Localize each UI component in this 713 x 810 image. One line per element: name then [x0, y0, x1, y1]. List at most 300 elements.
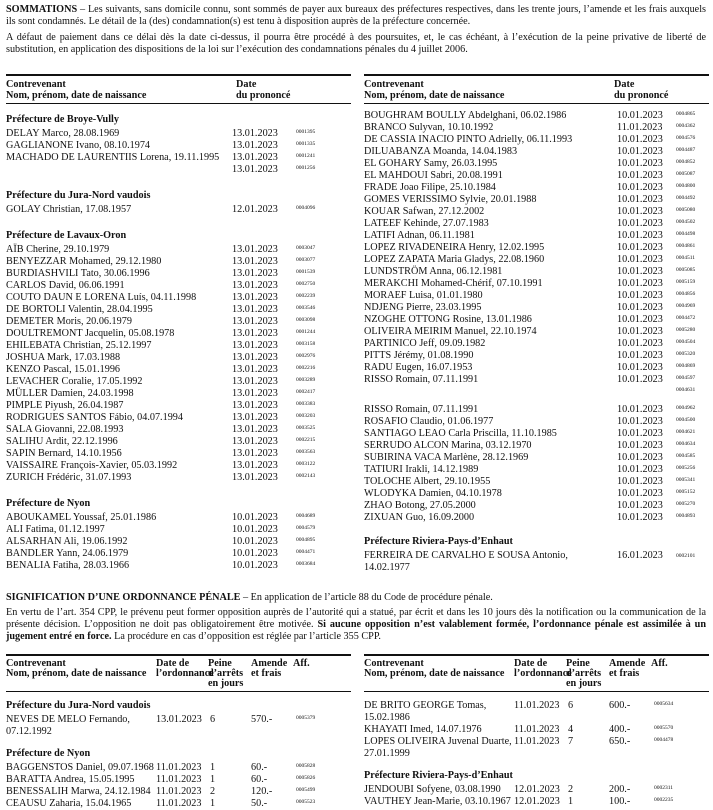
table-row: [364, 350, 709, 362]
row-ref: 0004856: [676, 291, 696, 297]
row-ref: 0004634: [676, 441, 696, 447]
row-date: 13.01.2023: [232, 316, 278, 327]
row-amount: 650.-: [609, 736, 631, 747]
header-jours: en jours: [208, 678, 244, 689]
header-nom: Nom, prénom, date de naissance: [6, 668, 147, 679]
table-row: [364, 700, 709, 724]
row-date: 10.01.2023: [617, 254, 663, 265]
row-ref: 0003289: [296, 377, 316, 383]
row-name: SAPIN Bernard, 14.10.1956: [6, 448, 122, 459]
row-ref: 0003546: [296, 305, 316, 311]
row-ref: 0005826: [296, 775, 316, 781]
row-name: BANDLER Yann, 24.06.1979: [6, 548, 129, 559]
row-ref: 0003563: [296, 449, 316, 455]
row-name: DOULTREMONT Jacquelin, 05.08.1978: [6, 328, 175, 339]
sommations-paragraph: [6, 4, 706, 28]
row-days: 7: [568, 736, 574, 747]
row-ref: 0004631: [676, 387, 696, 393]
row-date: 10.01.2023: [617, 440, 663, 451]
header-amende: Amende: [251, 658, 288, 669]
row-ref: 0005087: [676, 171, 696, 177]
table-row: [364, 254, 709, 266]
row-date: 10.01.2023: [617, 374, 663, 385]
row-ref: 0005341: [676, 477, 696, 483]
ordonnance-heading: [6, 592, 706, 604]
ordonnance-text-b: Si aucune opposition n’est valablement formée, l’ordonnance pénale est assimilée à un jugement entré en force.: [6, 619, 706, 642]
prefecture-heading: Préfecture de Nyon: [6, 748, 91, 759]
row-date: 10.01.2023: [617, 314, 663, 325]
table-row: [364, 218, 709, 230]
row-name: BAGGENSTOS Daniel, 09.07.1968: [6, 762, 154, 773]
row-date: 13.01.2023: [232, 152, 278, 163]
table-row: [6, 204, 351, 216]
table-row: [364, 550, 709, 574]
row-date: 12.01.2023: [232, 204, 278, 215]
table-row: [364, 362, 709, 374]
row-ref: 0002101: [676, 553, 696, 559]
row-date: 10.01.2023: [617, 512, 663, 523]
row-date: 10.01.2023: [617, 266, 663, 277]
row-name: SALIHU Ardit, 22.12.1996: [6, 436, 118, 447]
row-date: 10.01.2023: [617, 362, 663, 373]
row-ref: 0003383: [296, 401, 316, 407]
row-ref: 0004869: [676, 363, 696, 369]
row-date: 13.01.2023: [232, 140, 278, 151]
ordonnance-right-body: [364, 700, 709, 760]
row-name: DEMETER Moris, 20.06.1979: [6, 316, 132, 327]
table-row: [364, 230, 709, 242]
prefecture-heading: Préfecture Riviera-Pays-d’Enhaut: [364, 536, 513, 547]
table-row: [364, 464, 709, 476]
row-ref: 0003098: [296, 317, 316, 323]
row-date: 13.01.2023: [232, 364, 278, 375]
row-ref: 0004689: [296, 513, 316, 519]
table-row: [364, 736, 709, 760]
row-date: 10.01.2023: [617, 206, 663, 217]
row-ref: 0002311: [654, 785, 674, 791]
sommations-paragraph-2: A défaut de paiement dans ce délai dès la date ci-dessus, il pourra être procédé à des poursuites, et, le cas échéant, à l’exécution de la peine privative de liberté de substitution, en application des dispositions de la loi sur l’exécution des condamnations pénales du 4 juillet 2006.: [6, 32, 706, 55]
table-row: [364, 386, 709, 404]
table-row: [6, 714, 351, 738]
table-row: [364, 440, 709, 452]
row-ref: 0005634: [654, 701, 674, 707]
row-name: FERREIRA DE CARVALHO E SOUSA Antonio,: [364, 550, 568, 561]
table-row: [364, 796, 709, 808]
row-name: PIMPLE Piyush, 26.04.1987: [6, 400, 124, 411]
row-date: 13.01.2023: [232, 376, 278, 387]
row-name: EHILEBATA Christian, 25.12.1997: [6, 340, 152, 351]
row-name: ALI Fatima, 01.12.1997: [6, 524, 105, 535]
row-ref: 0004502: [676, 219, 696, 225]
sommations-left-body: [6, 114, 351, 572]
row-name: VAISSAIRE François-Xavier, 05.03.1992: [6, 460, 178, 471]
row-date: 10.01.2023: [617, 500, 663, 511]
table-row: [364, 266, 709, 278]
row-date: 13.01.2023: [232, 448, 278, 459]
row-name: LATIFI Adnan, 06.11.1981: [364, 230, 475, 241]
row-ref: 0004585: [676, 453, 696, 459]
ordonnance-left-body: [6, 700, 351, 810]
row-ref: 0004500: [676, 417, 696, 423]
sommations-text: – Les suivants, sans domicile connu, sont sommés de payer aux bureaux des préfectures respectives, dans les trente jours, l’amende et les frais auxquels ils sont condamnés. Le détail de la (des) condamnation(s) est tenu à disposition auprès de la préfecture concernée.: [6, 4, 706, 27]
row-ref: 0002216: [296, 365, 316, 371]
row-ref: 0004362: [676, 123, 696, 129]
row-name: DELAY Marco, 28.08.1969: [6, 128, 120, 139]
table-row: [6, 472, 351, 484]
row-name: SUBIRINA VACA Marlène, 28.12.1969: [364, 452, 529, 463]
row-name: GOLAY Christian, 17.08.1957: [6, 204, 132, 215]
row-name: OLIVEIRA MEIRIM Manuel, 22.10.1974: [364, 326, 537, 337]
row-name: BENYEZZAR Mohamed, 29.12.1980: [6, 256, 162, 267]
row-name: EL GOHARY Samy, 26.03.1995: [364, 158, 498, 169]
row-date: 10.01.2023: [617, 290, 663, 301]
table-row: [364, 374, 709, 386]
row-name: SERRUDO ALCON Marina, 03.12.1970: [364, 440, 532, 451]
row-name: LOPEZ RIVADENEIRA Henry, 12.02.1995: [364, 242, 545, 253]
row-ref: 0004893: [676, 513, 696, 519]
row-ref: 0004096: [296, 205, 316, 211]
row-ref: 0003525: [296, 425, 316, 431]
table-row: [364, 194, 709, 206]
row-ref: 0004800: [676, 183, 696, 189]
prefecture-heading: Préfecture du Jura-Nord vaudois: [6, 700, 151, 711]
row-date: 13.01.2023: [232, 244, 278, 255]
row-name: TATIURI Irakli, 14.12.1989: [364, 464, 479, 475]
table-row: [364, 500, 709, 512]
row-ref: 0002417: [296, 389, 316, 395]
prefecture-heading: Préfecture de Lavaux-Oron: [6, 230, 127, 241]
row-name: MACHADO DE LAURENTIIS Lorena, 19.11.1995: [6, 152, 220, 163]
header-frais: et frais: [609, 668, 640, 679]
row-name-2: 07.12.1992: [6, 726, 52, 737]
row-name: KOUAR Safwan, 27.12.2002: [364, 206, 485, 217]
header-ordonnance: l’ordonnance: [514, 668, 572, 679]
row-date: 11.01.2023: [156, 762, 202, 773]
row-ref: 0005828: [296, 763, 316, 769]
row-date: 13.01.2023: [232, 328, 278, 339]
table-row: [364, 110, 709, 122]
header-rule: [364, 103, 709, 104]
row-name: ZHAO Botong, 27.05.2000: [364, 500, 476, 511]
row-ref: 0004472: [676, 315, 696, 321]
row-name: SANTIAGO LEAO Carla Priscilla, 11.10.1985: [364, 428, 557, 439]
sommations-intro: [6, 4, 706, 60]
row-ref: 0005570: [654, 725, 674, 731]
header-aff: Aff.: [293, 658, 310, 669]
header-rule: [364, 691, 709, 692]
row-name: PITTS Jérémy, 01.08.1990: [364, 350, 474, 361]
row-date: 10.01.2023: [232, 560, 278, 571]
row-amount: 120.-: [251, 786, 273, 797]
row-date: 10.01.2023: [617, 350, 663, 361]
table-row: [364, 158, 709, 170]
row-date: 10.01.2023: [617, 134, 663, 145]
row-ref: 0004511: [676, 255, 696, 261]
row-days: 1: [210, 798, 216, 809]
row-date: 13.01.2023: [232, 436, 278, 447]
row-date: 10.01.2023: [617, 452, 663, 463]
header-date: Date: [614, 79, 635, 90]
row-name: COUTO DAUN E LORENA Luís, 04.11.1998: [6, 292, 197, 303]
row-name: ABOUKAMEL Youssaf, 25.01.1986: [6, 512, 157, 523]
row-date: 13.01.2023: [232, 388, 278, 399]
row-name: BRANCO Sulyvan, 10.10.1992: [364, 122, 494, 133]
table-row: [364, 170, 709, 182]
row-ref: 0003158: [296, 341, 316, 347]
row-date: 10.01.2023: [617, 182, 663, 193]
ordonnance-intro: [6, 592, 706, 646]
header-arrets: d’arrêts: [208, 668, 244, 679]
row-date: 10.01.2023: [617, 170, 663, 181]
row-date: 10.01.2023: [617, 326, 663, 337]
row-date: 13.01.2023: [232, 352, 278, 363]
row-date: 13.01.2023: [232, 340, 278, 351]
row-ref: 0004852: [676, 159, 696, 165]
row-name: RADU Eugen, 16.07.1953: [364, 362, 473, 373]
table-row: [364, 416, 709, 428]
row-ref: 0002239: [296, 293, 316, 299]
header-nom: Nom, prénom, date de naissance: [6, 90, 147, 101]
ordonnance-title-rest: – En application de l’article 88 du Code de procédure pénale.: [240, 592, 493, 603]
row-ref: 0001395: [296, 129, 316, 135]
table-row: [364, 512, 709, 524]
row-date: 10.01.2023: [617, 218, 663, 229]
row-date: 13.01.2023: [232, 268, 278, 279]
table-row: [364, 302, 709, 314]
row-name: LUNDSTRÖM Anna, 06.12.1981: [364, 266, 503, 277]
row-ref: 0002976: [296, 353, 316, 359]
row-date: 10.01.2023: [232, 536, 278, 547]
row-amount: 570.-: [251, 714, 273, 725]
row-date: 10.01.2023: [617, 242, 663, 253]
row-name: LATEEF Kehinde, 27.07.1983: [364, 218, 489, 229]
row-date: 10.01.2023: [617, 476, 663, 487]
row-name: DE CASSIA INACIO PINTO Adrielly, 06.11.1993: [364, 134, 573, 145]
row-name: ALSARHAN Ali, 19.06.1992: [6, 536, 128, 547]
row-ref: 0004498: [676, 231, 696, 237]
row-amount: 60.-: [251, 762, 268, 773]
row-name-2: 27.01.1999: [364, 748, 410, 759]
table-row: [364, 338, 709, 350]
header-rule: [6, 103, 351, 104]
row-date: 11.01.2023: [156, 786, 202, 797]
row-name: MORAEF Luisa, 01.01.1980: [364, 290, 483, 301]
row-name: VAUTHEY Jean-Marie, 03.10.1967: [364, 796, 511, 807]
row-date: 11.01.2023: [156, 774, 202, 785]
row-date: 10.01.2023: [617, 404, 663, 415]
row-days: 1: [568, 796, 574, 807]
row-ref: 0005152: [676, 489, 696, 495]
row-name: FRADE Joao Filipe, 25.10.1984: [364, 182, 496, 193]
row-name: WLODYKA Damien, 04.10.1978: [364, 488, 502, 499]
table-row: [364, 314, 709, 326]
row-name: BARATTA Andrea, 15.05.1995: [6, 774, 135, 785]
table-row: [364, 488, 709, 500]
row-name: MÜLLER Damien, 24.03.1998: [6, 388, 134, 399]
row-name: TOLOCHE Albert, 29.10.1955: [364, 476, 491, 487]
row-name: DILUABANZA Moanda, 14.04.1983: [364, 146, 518, 157]
row-ref: 0005379: [296, 715, 316, 721]
header-prononce: du prononcé: [614, 90, 669, 101]
row-ref: 0004492: [676, 195, 696, 201]
row-name: JOSHUA Mark, 17.03.1988: [6, 352, 121, 363]
row-days: 6: [568, 700, 574, 711]
row-ref: 0002143: [296, 473, 316, 479]
row-name: KENZO Pascal, 15.01.1996: [6, 364, 121, 375]
column-header: [6, 76, 351, 101]
header-contrevenant: Contrevenant: [6, 79, 66, 90]
row-amount: 400.-: [609, 724, 631, 735]
row-name: BENALIA Fatiha, 28.03.1966: [6, 560, 130, 571]
row-ref: 0003077: [296, 257, 316, 263]
table-row: [364, 182, 709, 194]
row-date: 10.01.2023: [617, 110, 663, 121]
header-contrevenant: Contrevenant: [364, 658, 424, 669]
row-name: DE BRITO GEORGE Tomas,: [364, 700, 487, 711]
row-ref: 0005270: [676, 501, 696, 507]
header-ordonnance: l’ordonnance: [156, 668, 214, 679]
header-date-de: Date de: [156, 658, 190, 669]
sommations-right-body: [364, 110, 709, 524]
ordonnance-title: SIGNIFICATION D’UNE ORDONNANCE PÉNALE: [6, 592, 241, 603]
row-amount: 50.-: [251, 798, 268, 809]
ordonnance-riviera-body: [364, 784, 709, 808]
row-ref: 0004597: [676, 375, 696, 381]
header-jours: en jours: [566, 678, 602, 689]
row-date: 13.01.2023: [232, 128, 278, 139]
row-ref: 0005085: [676, 267, 696, 273]
row-days: 1: [210, 774, 216, 785]
ordonnance-text-a: En vertu de l’art. 354 CPP, le prévenu peut former opposition auprès de l’autorité qui a statué, par écrit et dans les 10 jours dès la notification ou la communication de la présente décision. L’opposition ne doit pas obligatoirement être motivée.: [6, 607, 706, 630]
column-header: [364, 76, 709, 101]
table-row: [364, 326, 709, 338]
row-amount: 60.-: [251, 774, 268, 785]
row-date: 11.01.2023: [514, 736, 560, 747]
table-row: [364, 242, 709, 254]
row-name: ROSAFIO Claudio, 01.06.1977: [364, 416, 494, 427]
row-ref: 0001241: [296, 153, 316, 159]
row-date: 10.01.2023: [617, 278, 663, 289]
row-name: LOPES OLIVEIRA Juvenal Duarte,: [364, 736, 512, 747]
row-ref: 0004895: [296, 537, 316, 543]
row-date: 13.01.2023: [232, 424, 278, 435]
header-date: Date: [236, 79, 257, 90]
row-ref: 0005080: [676, 207, 696, 213]
row-date: 12.01.2023: [514, 784, 560, 795]
sommations-left-column: [6, 74, 351, 572]
row-date: 10.01.2023: [617, 488, 663, 499]
row-name: JENDOUBI Sofyene, 03.08.1990: [364, 784, 501, 795]
row-ref: 0004962: [676, 405, 696, 411]
row-name: GOMES VERISSIMO Sylvie, 20.01.1988: [364, 194, 537, 205]
row-name: MERAKCHI Mohamed-Chérif, 07.10.1991: [364, 278, 543, 289]
row-days: 2: [568, 784, 574, 795]
row-date: 11.01.2023: [514, 700, 560, 711]
row-name: BOUGHRAM BOULLY Abdelghani, 06.02.1986: [364, 110, 567, 121]
row-name: BENESSALIH Marwa, 24.12.1984: [6, 786, 151, 797]
table-row: [6, 798, 351, 810]
table-row: [364, 122, 709, 134]
row-date: 10.01.2023: [617, 146, 663, 157]
row-date: 13.01.2023: [232, 280, 278, 291]
row-days: 2: [210, 786, 216, 797]
row-ref: 0004621: [676, 429, 696, 435]
header-contrevenant: Contrevenant: [364, 79, 424, 90]
prefecture-heading: Préfecture de Broye-Vully: [6, 114, 119, 125]
row-days: 1: [210, 762, 216, 773]
row-ref: 0004865: [676, 111, 696, 117]
row-date: 10.01.2023: [617, 338, 663, 349]
row-ref: 0005159: [676, 279, 696, 285]
row-ref: 0004471: [296, 549, 316, 555]
header-arrets: d’arrêts: [566, 668, 602, 679]
row-ref: 0002215: [296, 437, 316, 443]
row-date: 13.01.2023: [156, 714, 202, 725]
row-ref: 0005320: [676, 351, 696, 357]
row-ref: 0003047: [296, 245, 316, 251]
row-date: 10.01.2023: [617, 416, 663, 427]
table-row: [364, 206, 709, 218]
table-row: [6, 560, 351, 572]
column-header: [364, 656, 709, 689]
row-ref: 0001244: [296, 329, 316, 335]
row-amount: 600.-: [609, 700, 631, 711]
row-amount: 100.-: [609, 796, 631, 807]
row-ref: 0004579: [296, 525, 316, 531]
row-date: 10.01.2023: [232, 512, 278, 523]
row-ref: 0002750: [296, 281, 316, 287]
header-prononce: du prononcé: [236, 90, 291, 101]
header-amende: Amende: [609, 658, 646, 669]
header-aff: Aff.: [651, 658, 668, 669]
row-ref: 0003684: [296, 561, 316, 567]
row-amount: 200.-: [609, 784, 631, 795]
row-name: RISSO Romain, 07.11.1991: [364, 374, 479, 385]
row-date: 10.01.2023: [232, 548, 278, 559]
row-name: GAGLIANONE Ivano, 08.10.1974: [6, 140, 151, 151]
header-nom: Nom, prénom, date de naissance: [364, 668, 505, 679]
row-name: RODRIGUES SANTOS Fábio, 04.07.1994: [6, 412, 183, 423]
table-row: [364, 278, 709, 290]
row-name: BURDIASHVILI Tato, 30.06.1996: [6, 268, 150, 279]
header-peine: Peine: [566, 658, 590, 669]
row-name-2: 15.02.1986: [364, 712, 410, 723]
row-name: SALA Giovanni, 22.08.1993: [6, 424, 124, 435]
row-date: 13.01.2023: [232, 164, 278, 175]
row-date: 13.01.2023: [232, 400, 278, 411]
row-date: 13.01.2023: [232, 412, 278, 423]
table-row: [6, 164, 351, 176]
row-ref: 0004478: [654, 737, 674, 743]
row-ref: 0003122: [296, 461, 316, 467]
table-row: [364, 428, 709, 440]
row-date: 12.01.2023: [514, 796, 560, 807]
row-date: 13.01.2023: [232, 304, 278, 315]
row-ref: 0005280: [676, 327, 696, 333]
row-name: ZURICH Frédéric, 31.07.1993: [6, 472, 132, 483]
row-date: 10.01.2023: [617, 194, 663, 205]
ordonnance-text-c: La procédure en cas d’opposition est réglée par l’article 355 CPP.: [111, 631, 381, 642]
row-ref: 0004504: [676, 339, 696, 345]
row-name-2: 14.02.1977: [364, 562, 410, 573]
row-ref: 0005523: [296, 799, 316, 805]
row-date: 11.01.2023: [617, 122, 663, 133]
ordonnance-left-column: [6, 654, 351, 810]
row-ref: 0003203: [296, 413, 316, 419]
table-row: [364, 476, 709, 488]
row-ref: 0004861: [676, 243, 696, 249]
row-date: 13.01.2023: [232, 472, 278, 483]
